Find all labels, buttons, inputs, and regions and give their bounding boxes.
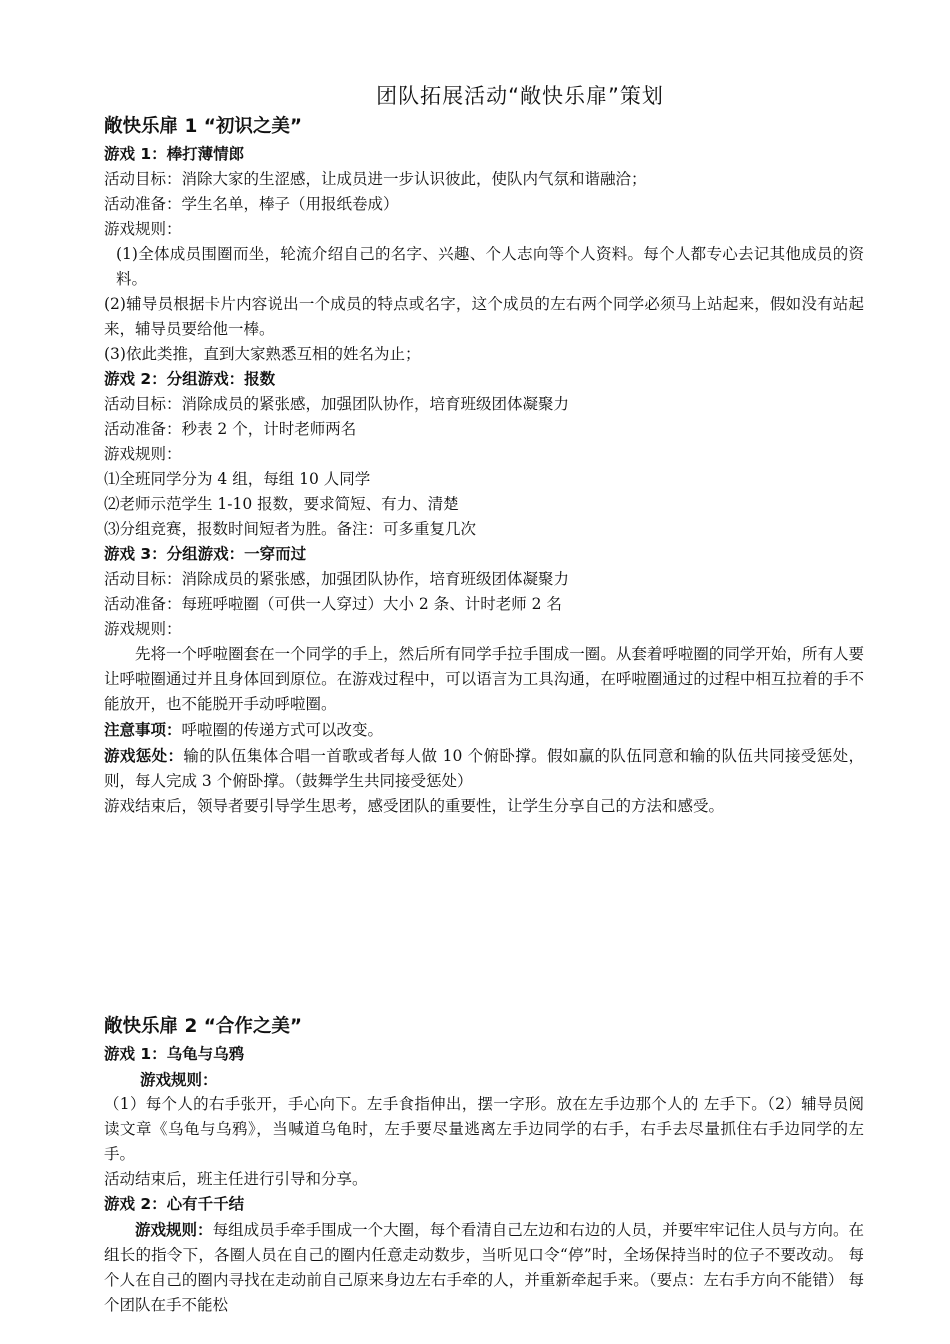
p1-game1-prep: 活动准备：学生名单，棒子（用报纸卷成） — [104, 195, 399, 213]
p1-game3-penalty — [104, 743, 864, 794]
p1-game3-note — [104, 717, 864, 743]
part2-heading: 敞快乐扉 2 “合作之美” — [104, 1016, 303, 1037]
note-label: 注意事项： — [104, 720, 182, 739]
p2-game1-rules-label: 游戏规则： — [140, 1070, 218, 1089]
document-title: 团队拓展活动“敞快乐扉”策划 — [376, 84, 664, 108]
penalty-text: 输的队伍集体合唱一首歌或者每人做 10 个俯卧撑。假如赢的队伍同意和输的队伍共同接受惩处，则，每人完成 3 个俯卧撑。（鼓舞学生共同接受惩处） — [104, 747, 864, 790]
p1-game2-rule1: ⑴全班同学分为 4 组，每组 10 人同学 — [104, 470, 371, 488]
p1-game3-rules-text: 先将一个呼啦圈套在一个同学的手上，然后所有同学手拉手围成一圈。从套着呼啦圈的同学开始，所有人要让呼啦圈通过并且身体回到原位。在游戏过程中，可以语言为工具沟通，在呼啦圈通过的过程中相互拉着的手不能放开，也不能脱开手动呼啦圈。 — [104, 645, 864, 713]
p2-game2-rules-text: 每组成员手牵手围成一个大圈，每个看清自己左边和右边的人员，并要牢牢记住人员与方向。在组长的指令下，各圈人员在自己的圈内任意走动数步，当听见口令“停”时，全场保持当时的位子不要改动。 每个人在自己的圈内寻找在走动前自己原来身边左右手牵的人，并重新牵起手来。（要点：左右手方向不能错） 每个团队在手不能松 — [104, 1221, 864, 1314]
p1-game2-rules-label: 游戏规则： — [104, 445, 182, 463]
p1-game1-title: 游戏 1：棒打薄情郎 — [104, 145, 245, 163]
p2-game1-ending: 活动结束后，班主任进行引导和分享。 — [104, 1170, 368, 1188]
p1-game1-rule3: (3)依此类推，直到大家熟悉互相的姓名为止； — [104, 345, 421, 363]
p1-game3-title: 游戏 3：分组游戏：一穿而过 — [104, 545, 307, 563]
p1-game2-rule2: ⑵老师示范学生 1-10 报数，要求简短、有力、清楚 — [104, 495, 459, 513]
p1-game3-goal: 活动目标：消除成员的紧张感，加强团队协作，培育班级团体凝聚力 — [104, 570, 570, 588]
part1-section — [104, 112, 864, 819]
p1-game2-goal: 活动目标：消除成员的紧张感，加强团队协作，培育班级团体凝聚力 — [104, 395, 570, 413]
p2-game1-rules-text: （1）每个人的右手张开，手心向下。左手食指伸出，摆一字形。放在左手边那个人的 左手下。（2）辅导员阅读文章《乌龟与乌鸦》，当喊道乌龟时，左手要尽量逃离左手边同学的右手，右手去尽量抓住右手边同学的左手。 — [104, 1095, 864, 1163]
p2-game1-title: 游戏 1：乌龟与乌鸦 — [104, 1045, 245, 1063]
p1-game1-goal: 活动目标：消除大家的生涩感，让成员进一步认识彼此，使队内气氛和谐融洽； — [104, 170, 647, 188]
p1-game1-rule1: (1)全体成员围圈而坐，轮流介绍自己的名字、兴趣、个人志向等个人资料。每个人都专心去记其他成员的资料。 — [116, 245, 864, 288]
p1-game3-prep: 活动准备：每班呼啦圈（可供一人穿过）大小 2 条、计时老师 2 名 — [104, 595, 562, 613]
p1-game3-rules-label: 游戏规则： — [104, 620, 182, 638]
p2-game2-title: 游戏 2：心有千千结 — [104, 1195, 245, 1213]
p1-game3-ending: 游戏结束后，领导者要引导学生思考，感受团队的重要性，让学生分享自己的方法和感受。 — [104, 797, 725, 815]
p1-game2-prep: 活动准备：秒表 2 个，计时老师两名 — [104, 420, 357, 438]
p1-game2-rule3: ⑶分组竞赛，报数时间短者为胜。备注：可多重复几次 — [104, 520, 477, 538]
part2-section — [104, 1012, 864, 1318]
p2-game2-rules-label: 游戏规则： — [135, 1220, 213, 1239]
p1-game2-title: 游戏 2：分组游戏：报数 — [104, 370, 276, 388]
penalty-label: 游戏惩处： — [104, 746, 184, 765]
p2-game2-rules — [104, 1217, 864, 1318]
note-text: 呼啦圈的传递方式可以改变。 — [181, 721, 384, 739]
part1-heading: 敞快乐扉 1 “初识之美” — [104, 116, 303, 137]
p1-game1-rules-label: 游戏规则： — [104, 220, 182, 238]
p1-game1-rule2: (2)辅导员根据卡片内容说出一个成员的特点或名字，这个成员的左右两个同学必须马上站起来，假如没有站起来，辅导员要给他一棒。 — [104, 295, 864, 338]
